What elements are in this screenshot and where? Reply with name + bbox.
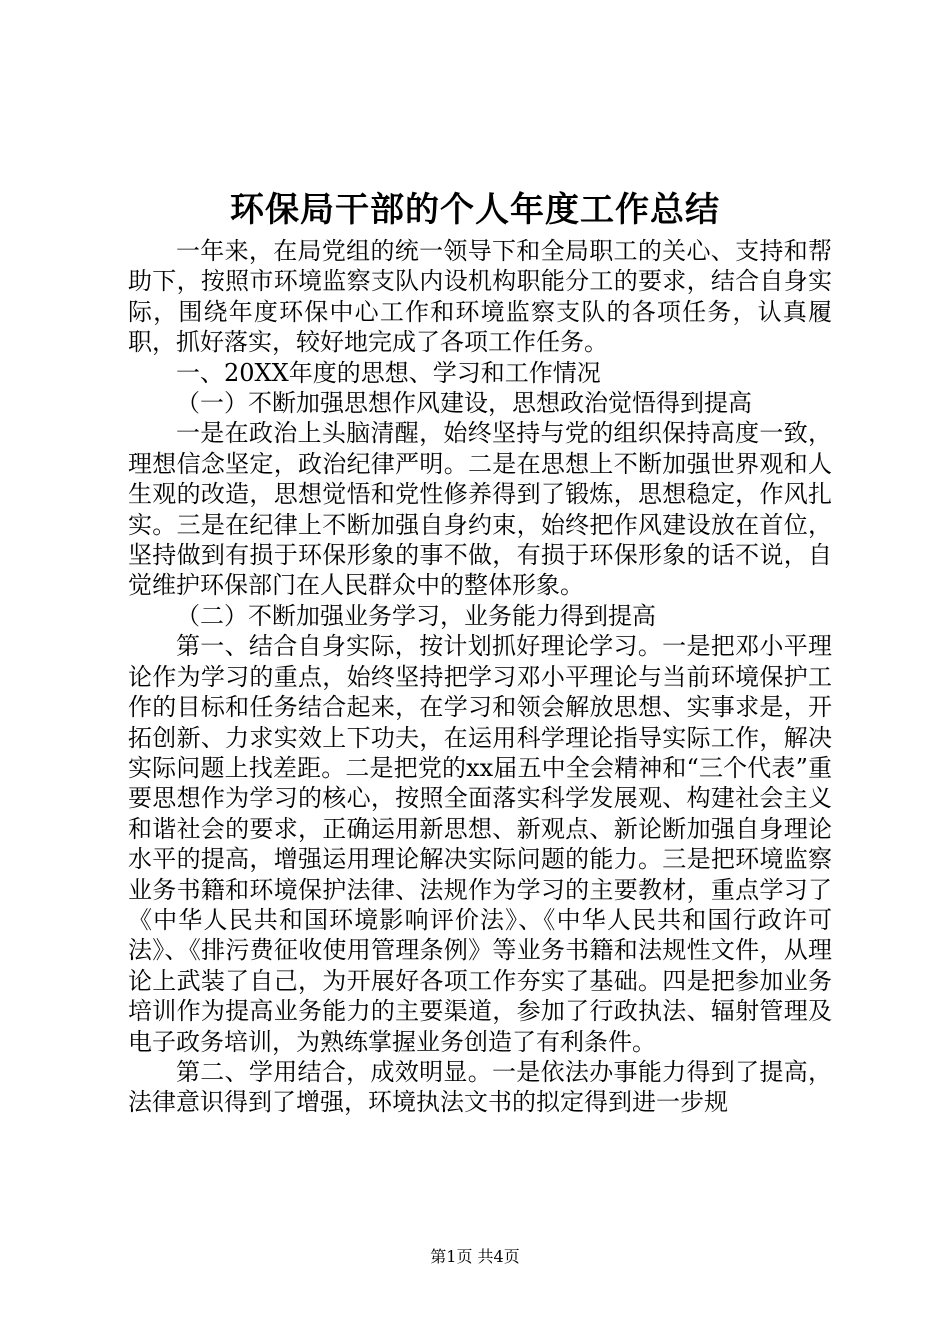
paragraph-study: 第一、结合自身实际，按计划抓好理论学习。一是把邓小平理论作为学习的重点，始终坚持把学习邓小平理论与当前环境保护工作的目标和任务结合起来，在学习和领会解放思想、实事求是，开拓创新、力求实效上下功夫，在运用科学理论指导实际工作，解决实际问题上找差距。二是把党的xx届五中全会精神和“三个代表”重要思想作为学习的核心，按照全面落实科学发展观、构建社会主义和谐社会的要求，正确运用新思想、新观点、新论断加强自身理论水平的提高，增强运用理论解决实际问题的能力。三是把环境监察业务书籍和环境保护法律、法规作为学习的主要教材，重点学习了《中华人民共和国环境影响评价法》、《中华人民共和国行政许可法》、《排污费征收使用管理条例》等业务书籍和法规性文件，从理论上武装了自己，为开展好各项工作夯实了基础。四是把参加业务培训作为提高业务能力的主要渠道，参加了行政执法、辐射管理及电子政务培训，为熟练掌握业务创造了有利条件。 bbox=[128, 632, 832, 1056]
paragraph-application: 第二、学用结合，成效明显。一是依法办事能力得到了提高，法律意识得到了增强，环境执法文书的拟定得到进一步规 bbox=[128, 1057, 832, 1117]
page-number: 第1页 共4页 bbox=[430, 1247, 520, 1266]
document-body bbox=[128, 236, 832, 1118]
paragraph-intro: 一年来，在局党组的统一领导下和全局职工的关心、支持和帮助下，按照市环境监察支队内设机构职能分工的要求，结合自身实际，围绕年度环保中心工作和环境监察支队的各项任务，认真履职，抓好落实，较好地完成了各项工作任务。 bbox=[128, 237, 832, 357]
document-title: 环保局干部的个人年度工作总结 bbox=[230, 190, 720, 230]
paragraph-political: 一是在政治上头脑清醒，始终坚持与党的组织保持高度一致，理想信念坚定，政治纪律严明。二是在思想上不断加强世界观和人生观的改造，思想觉悟和党性修养得到了锻炼，思想稳定，作风扎实。三是在纪律上不断加强自身约束，始终把作风建设放在首位，坚持做到有损于环保形象的事不做，有损于环保形象的话不说，自觉维护环保部门在人民群众中的整体形象。 bbox=[128, 419, 832, 600]
subsection-heading-2: （二）不断加强业务学习，业务能力得到提高 bbox=[176, 601, 656, 630]
subsection-heading-1: （一）不断加强思想作风建设，思想政治觉悟得到提高 bbox=[176, 389, 752, 418]
section-heading-1: 一、20XX年度的思想、学习和工作情况 bbox=[176, 358, 601, 387]
